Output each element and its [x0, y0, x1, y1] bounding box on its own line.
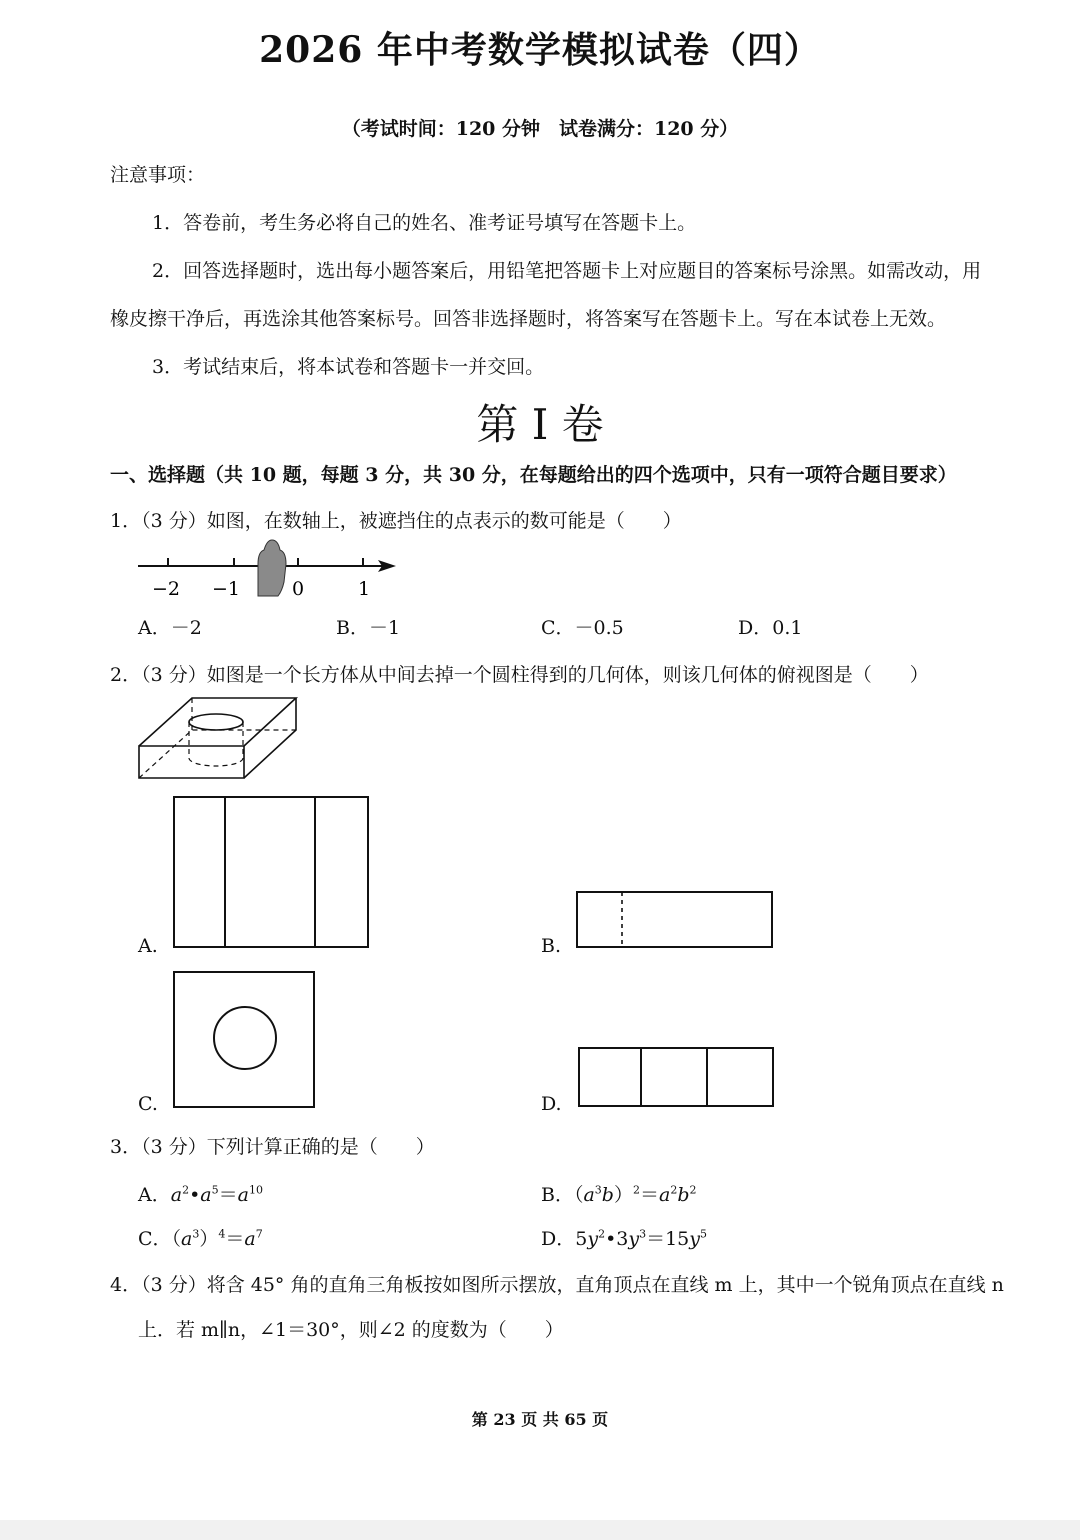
q1-option-c: C．－0.5 — [541, 617, 624, 639]
page-footer: 第 23 页 共 65 页 — [471, 1410, 609, 1429]
question-3-stem: 3．（3 分）下列计算正确的是（ ） — [110, 1136, 435, 1158]
solid-figure — [136, 692, 301, 784]
q3-option-a: A．$a^2•a^5=a^{10}$ — [138, 1183, 263, 1206]
q3-option-b: B．$(a^3b)^2=a^2b^2$ — [541, 1183, 697, 1206]
notice-item-1: 1．答卷前，考生务必将自己的姓名、准考证号填写在答题卡上。 — [152, 212, 697, 234]
option-d-figure — [577, 1046, 777, 1108]
q2-option-a-label: A. — [138, 935, 158, 957]
tick-label: −1 — [212, 578, 241, 600]
exam-title: 2026 年中考数学模拟试卷（四） — [259, 29, 821, 71]
notice-heading: 注意事项： — [110, 164, 206, 186]
question-2-stem: 2．（3 分）如图是一个长方体从中间去掉一个圆柱得到的几何体，则该几何体的俯视图是（ ） — [110, 664, 929, 686]
question-4-stem-line-1: 4．（3 分）将含 45° 角的直角三角板按如图所示摆放，直角顶点在直线 m 上，其中一个锐角顶点在直线 n — [110, 1274, 1004, 1296]
q2-option-d-label: D. — [541, 1093, 562, 1115]
q1-option-b: B．－1 — [336, 617, 401, 639]
q1-option-d: D．0.1 — [738, 617, 803, 639]
notice-item-2-line-1: 2．回答选择题时，选出每小题答案后，用铅笔把答题卡上对应题目的答案标号涂黑。如需改动，用 — [152, 260, 982, 282]
volume-heading: 第 I 卷 — [476, 400, 604, 449]
q2-option-c-label: C. — [138, 1093, 158, 1115]
option-a-figure — [172, 795, 372, 951]
tick-label: 1 — [358, 578, 371, 600]
q2-option-b-label: B. — [541, 935, 562, 957]
hand-cover-icon — [258, 540, 286, 596]
question-1-stem: 1．（3 分）如图，在数轴上，被遮挡住的点表示的数可能是（ ） — [110, 510, 682, 532]
section-heading: 一、选择题（共 10 题，每题 3 分，共 30 分，在每题给出的四个选项中，只有一项符合题目要求） — [110, 464, 957, 486]
tick-label: 0 — [292, 578, 305, 600]
option-c-figure — [172, 970, 318, 1110]
tick-label: −2 — [152, 578, 181, 600]
notice-item-3: 3．考试结束后，将本试卷和答题卡一并交回。 — [152, 356, 545, 378]
exam-subtitle: （考试时间：120 分钟 试卷满分：120 分） — [341, 118, 739, 140]
option-b-figure — [575, 890, 775, 950]
bottom-strip — [0, 1520, 1080, 1540]
q3-option-d: D．$5y^2•3y^3=15y^5$ — [541, 1227, 708, 1250]
q1-option-a: A．－2 — [138, 617, 202, 639]
q3-option-c: C．$(a^3)^4=a^7$ — [138, 1227, 263, 1250]
notice-item-2-line-2: 橡皮擦干净后，再选涂其他答案标号。回答非选择题时，将答案写在答题卡上。写在本试卷上无效。 — [110, 308, 947, 330]
number-line-figure — [130, 536, 410, 606]
question-4-stem-line-2: 上．若 m∥n，∠1＝30°，则∠2 的度数为（ ） — [138, 1319, 564, 1341]
